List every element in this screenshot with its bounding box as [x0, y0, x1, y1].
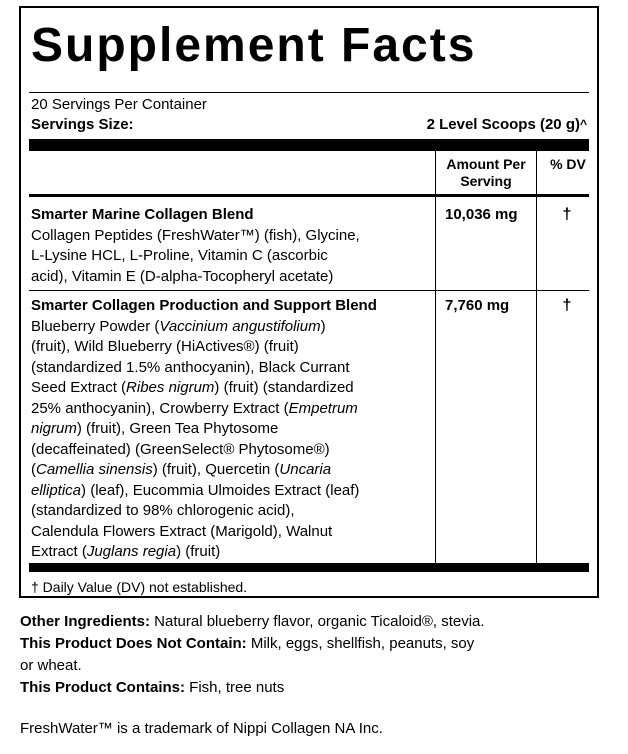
- ingredient-line: Extract (Juglans regia) (fruit): [31, 543, 221, 560]
- ingredient-line: (fruit), Wild Blueberry (HiActives®) (fruit): [31, 338, 299, 355]
- supplement-facts-panel: [19, 6, 599, 598]
- blend-dv: †: [562, 206, 572, 223]
- serving-size-caret: ^: [579, 117, 587, 131]
- does-not-contain-label: This Product Does Not Contain:: [20, 635, 247, 652]
- ingredient-line: Blueberry Powder (Vaccinium angustifolium): [31, 317, 326, 335]
- blend-amount: 7,760 mg: [445, 297, 510, 314]
- product-contains-value: Fish, tree nuts: [185, 679, 285, 696]
- blend-name: Smarter Marine Collagen Blend: [31, 206, 254, 223]
- blend-ingredients: [31, 226, 427, 288]
- title-divider: [29, 92, 589, 93]
- serving-size-value: [427, 115, 587, 135]
- blend-name: Smarter Collagen Production and Support Blend: [31, 297, 377, 314]
- ingredient-line: elliptica) (leaf), Eucommia Ulmoides Extract (leaf): [31, 481, 360, 499]
- blend-ingredients: [31, 317, 427, 563]
- blend-divider: [29, 290, 589, 291]
- ingredient-line: (standardized 1.5% anthocyanin), Black Currant: [31, 358, 350, 376]
- ingredient-line: Collagen Peptides (FreshWater™) (fish), Glycine,: [31, 226, 360, 244]
- servings-per-container: 20 Servings Per Container: [31, 96, 207, 113]
- amount-column-divider: [435, 151, 436, 563]
- blend-dv: †: [562, 297, 572, 314]
- blend-amount: 10,036 mg: [445, 206, 518, 223]
- ingredient-line: Calendula Flowers Extract (Marigold), Walnut: [31, 522, 333, 540]
- footnote: † Daily Value (DV) not established.: [31, 579, 248, 595]
- serving-size-amount: 2 Level Scoops (20 g): [426, 116, 580, 133]
- column-header-divider: [29, 194, 589, 197]
- serving-size-label: Servings Size:: [31, 116, 134, 133]
- trademark-note: FreshWater™ is a trademark of Nippi Collagen NA Inc.: [20, 720, 383, 737]
- blend-marine-collagen: [31, 205, 427, 287]
- product-contains-label: This Product Contains:: [20, 679, 185, 696]
- panel-title: Supplement Facts: [31, 19, 477, 72]
- other-ingredients: [20, 611, 610, 633]
- product-contains: [20, 677, 610, 699]
- ingredient-line: Seed Extract (Ribes nigrum) (fruit) (standardized: [31, 379, 354, 396]
- does-not-contain-value: Milk, eggs, shellfish, peanuts, soy: [246, 635, 475, 652]
- does-not-contain-cont: or wheat.: [20, 657, 82, 674]
- does-not-contain: [20, 633, 610, 655]
- blend-collagen-production: [31, 296, 427, 563]
- amount-per-serving-header: Amount Per Serving: [446, 156, 526, 189]
- dv-header: % DV: [550, 156, 586, 172]
- other-ingredients-value: Natural blueberry flavor, organic Ticaloid®, stevia.: [150, 613, 485, 630]
- ingredient-line: acid), Vitamin E (D-alpha-Tocopheryl acetate): [31, 267, 334, 285]
- ingredient-line: L-Lysine HCL, L-Proline, Vitamin C (ascorbic: [31, 247, 328, 264]
- ingredient-line: nigrum) (fruit), Green Tea Phytosome: [31, 420, 279, 437]
- header-thick-bar: [29, 139, 589, 151]
- other-ingredients-label: Other Ingredients:: [20, 613, 151, 630]
- footer-thick-bar: [29, 563, 589, 572]
- ingredient-line: (Camellia sinensis) (fruit), Quercetin (Uncaria: [31, 461, 332, 478]
- ingredient-line: 25% anthocyanin), Crowberry Extract (Empetrum: [31, 399, 358, 417]
- ingredient-line: (decaffeinated) (GreenSelect® Phytosome®): [31, 440, 330, 458]
- ingredient-line: (standardized to 98% chlorogenic acid),: [31, 502, 295, 519]
